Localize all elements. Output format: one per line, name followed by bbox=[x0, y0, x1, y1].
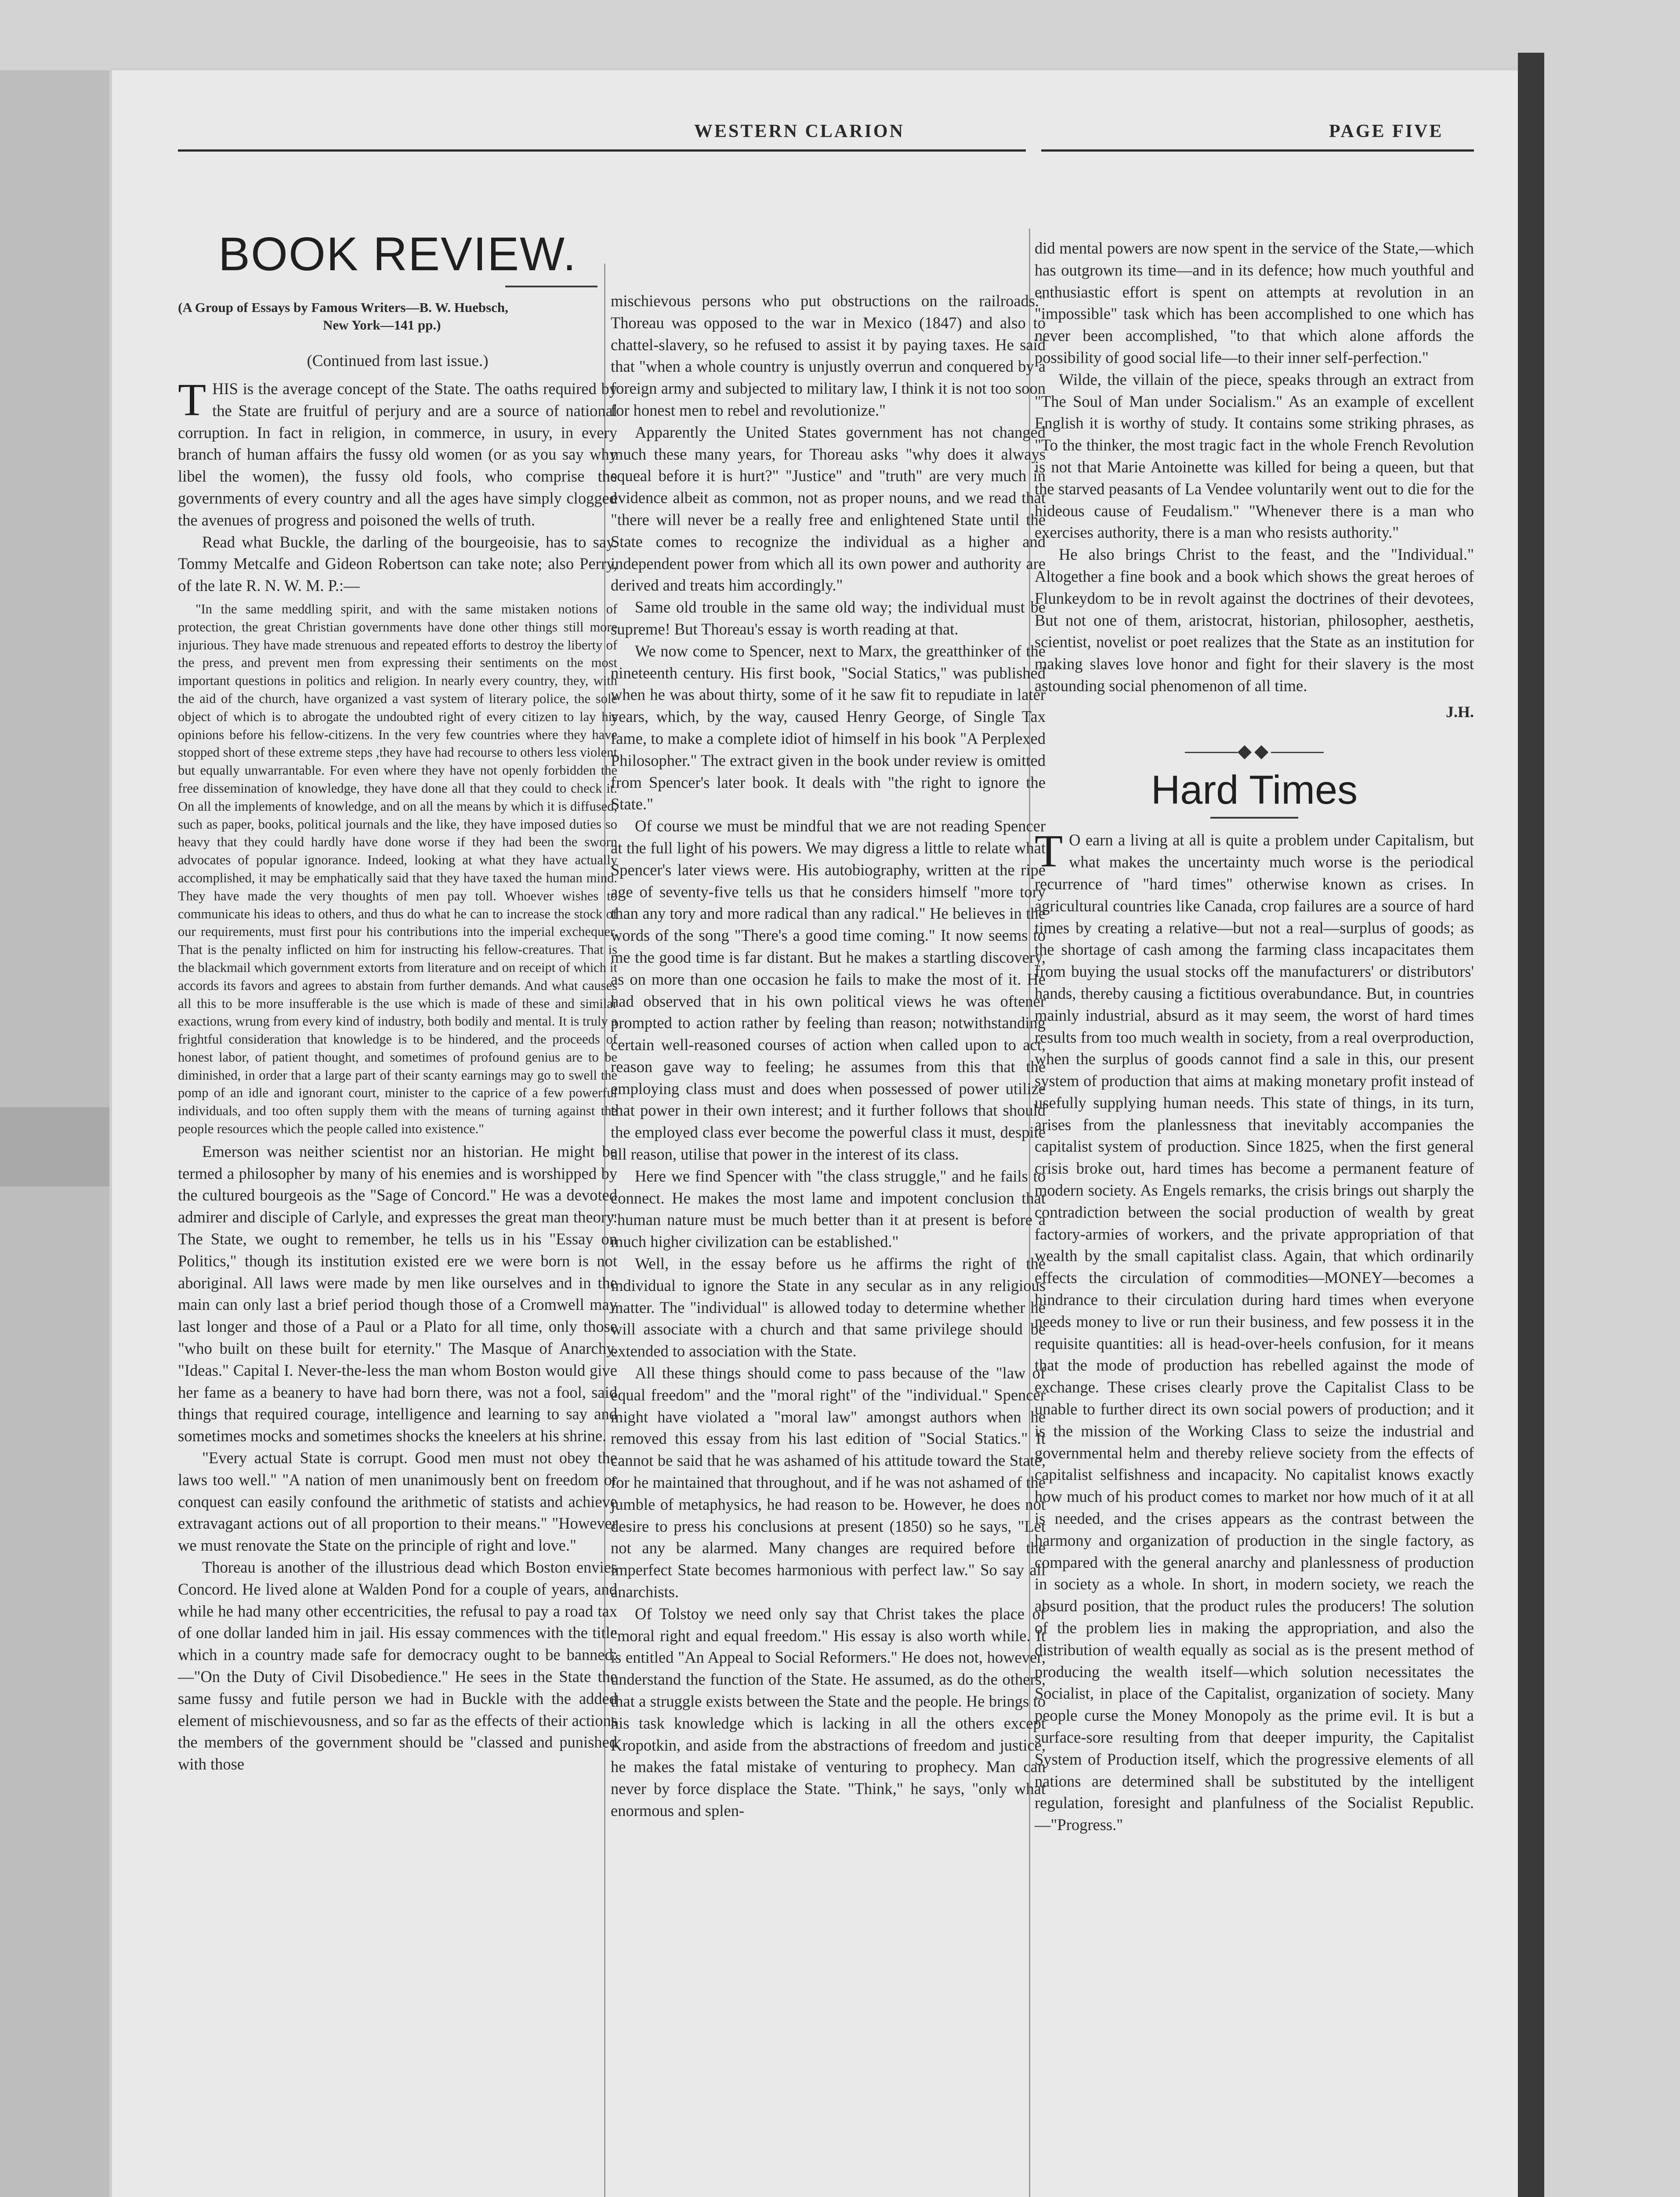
header-rule-left bbox=[178, 149, 1026, 152]
review-paragraph: THIS is the average concept of the State. The oaths required by the State are fruitful of perjury and are a source of national corruption. In fact in religion, in commerce, in usury, in every branch of human affairs the fussy old women (or as you say why libel the women), the fussy old fools, who comprise the governments of every country and all the ages have simply clogged the avenues of progress and poisoned the wells of truth. bbox=[178, 374, 617, 529]
review-paragraph: We now come to Spencer, next to Marx, the greatthinker of the nineteenth century. His first book, "Social Statics," was published when he was about thirty, some of it he saw fit to repudiate in later years, which, by the way, caused Henry George, of Single Tax fame, to make a complete idiot of himself in his book "A Perplexed Philosopher." The extract given in the book under review is omitted from Spencer's later book. It deals with "the right to ignore the State." bbox=[611, 642, 1046, 813]
section-divider-ornament: ◆◆ bbox=[1035, 741, 1474, 763]
review-paragraph: Of Tolstoy we need only say that Christ takes the place of "moral right and equal freedom." His essay is also worth while. It is entitled "An Appeal to Social Reformers." He does not, however, understand the function of the State. He assumed, as do the others, that a struggle exists between the State and the people. He brings to his task knowledge which is lacking in all the others except Kropotkin, and aside from the abstractions of freedom and justice, he makes the fatal mistake of venturing to prophecy. Man can never by force displace the State. "Think," he says, "only what enormous and splen- bbox=[611, 1604, 1046, 1820]
hard-times-paragraph: T O earn a living at all is quite a problem under Capitalism, but what makes the uncertainty much worse is the periodical recurrence of "hard times" otherwise known as crises. In agricultural countries like Canada, crop failures are a source of hard times by creating a relative—but not a real—surplus of goods; as the shortage of cash among the farming class incapacitates them from buying the usual stocks off the manufacturers' or distributors' hands, thereby causing a fictitious overabundance. But, in countries mainly industrial, absurd as it may seem, the worst of hard times results from too much wealth in society, from a real overproduction, when the surplus of goods cannot find a sale in this, our present system of production that aims at making monetary profit instead of usefully supplying human needs. This state of things, in its turn, arises from the planlessness that inevitably accompanies the capitalist system of production. Since 1825, when the first general crisis broke out, hard times has become a permanent feature of modern society. As Engels remarks, the crisis brings out sharply the contradiction between the social production of wealth by great factory-armies of workers, and the private appropriation of that wealth by the small capitalist class. Again, that which ordinarily effects the circulation of commodities—MONEY—becomes a hindrance to their circulation during hard times when everyone needs money to live or run their business, and few possess it in the requisite quantities: all is head-over-heels confusion, for it means that the mode of production has rebelled against the mode of exchange. These crises clearly prove the Capitalist Class to be unable to further direct its own social powers of production; and it is the mission of the Working Class to seize the industrial and governmental helm and thereby relieve society from the effects of capitalist selfishness and incapacity. No capitalist knows exactly how much of his product comes to market nor how much of it at all is needed, and the crises appears as the contrast between the harmony and organization of production in the single factory, as compared with the general anarchy and planlessness of production in society as a whole. In short, in modern society, we reach the absurd position, that the product rules the producers! The solution of the problem lies in making the appropriation, and also the distribution of wealth equally as social as is the present method of producing the wealth itself—which solution necessitates the Socialist, in place of the Capitalist, organization of society. Many people curse the Money Monopoly as the prime evil. It is but a surface-sore resulting from that deeper impurity, the Capitalist System of Production itself, which the progressive elements of all nations are determined shall be substituted by the intelligent regulation, foresight and planfulness of the Socialist Republic.—"Progress." bbox=[1035, 825, 1474, 1834]
review-paragraph: Emerson was neither scientist nor an historian. He might be termed a philosopher by many of his enemies and is worshipped by the cultured bourgeois as the "Sage of Concord." He was a devoted admirer and disciple of Carlyle, and expresses the great man theory. The State, we ought to remember, he tells us in his "Essay on Politics," though its institution existed ere we were born is not aboriginal. All laws were made by men like ourselves and in the main can only last a brief period though those of a Cromwell may last longer and those of a Paul or a Plato for all time, only those "who built on these built for eternity." The Masque of Anarchy. "Ideas." Capital I. Never-the-less the man whom Boston would give her fame as a beanery to have had born there, was not a fool, said things that required courage, intelligence and learning to say and sometimes mocks and sometimes shocks the kneelers at his shrine. bbox=[178, 1142, 617, 1445]
review-paragraph: Here we find Spencer with "the class struggle," and he fails to connect. He makes the most lame and impotent conclusion that "human nature must be much better than it at present is before a much higher civilization can be established." bbox=[611, 1167, 1046, 1251]
review-paragraph: "Every actual State is corrupt. Good men must not obey the laws too well." "A nation of men unanimously bent on freedom or conquest can easily confound the arithmetic of statists and achieve extravagant actions out of all proportion to their means." "However we must renovate the State on the principle of right and love." bbox=[178, 1449, 617, 1555]
column-2 bbox=[611, 290, 1046, 1822]
buckle-quote: "In the same meddling spirit, and with the same mistaken notions of protection, the great Christian governments have done other things still more injurious. They have made strenuous and repeated efforts to destroy the liberty of the press, and prevent men from expressing their sentiments on the most important questions in politics and religion. In nearly every country, they, with the aid of the church, have organized a vast system of literary police, the sole object of which is to abrogate the undoubted right of every citizen to lay his opinions before his fellow-citizens. In the very few countries where they have stopped short of these extreme steps ,they have had recourse to others less violent but equally unwarrantable. For even where they have not openly forbidden the free dissemination of knowledge, they have done all that they could to check it. On all the implements of knowledge, and on all the means by which it is diffused, such as paper, books, political journals and the like, they have imposed duties so heavy that they could hardly have done worse if they had been the sworn advocates of popular ignorance. Indeed, looking at what they have actually accomplished, it may be emphatically said that they have taxed the human mind. They have made the very thoughts of men pay toll. Whoever wishes to communicate his ideas to others, and thus do what he can to increase the stock of our requirements, must first pour his contributions into the imperial exchequer. That is the penalty inflicted on him for instructing his fellow-creatures. That is the blackmail which government extorts from literature and on receipt of which it accords its favors and agrees to abstain from further demands. And what causes all this to be more insufferable is the use which is made of these and similar exactions, wrung from every kind of industry, both bodily and mental. It is truly a frightful consideration that knowledge is to be hindered, and the proceeds of honest labor, of patient thought, and sometimes of profound genius are to be diminished, in order that a large part of their scanty earnings may go to swell the pomp of an idle and ignorant court, minister to the caprice of a few powerful individuals, and too often supply them with the means of turning against the people resources which the people called into existence." bbox=[178, 601, 617, 1137]
drop-cap: T bbox=[178, 374, 206, 425]
review-byline bbox=[178, 299, 617, 334]
byline-line-1: (A Group of Essays by Famous Writers—B. W. Huebsch, bbox=[178, 300, 508, 315]
review-paragraph: Wilde, the villain of the piece, speaks through an extract from "The Soul of Man under Socialism." As an example of excellent English it is worthy of study. It contains some striking phrases, as "To the thinker, the most tragic fact in the whole French Revolution is not that Marie Antoinette was killed for being a queen, but that the starved peasants of La Vendee voluntarily went out to die for the hideous cause of Feudalism." "Whenever there is a man who exercises authority, there is a man who resists authority." bbox=[1035, 370, 1474, 542]
page-number: PAGE FIVE bbox=[1329, 121, 1444, 141]
publication-name: WESTERN CLARION bbox=[694, 121, 905, 141]
book-review-title: BOOK REVIEW. bbox=[218, 227, 577, 280]
review-signature: J.H. bbox=[1445, 703, 1474, 721]
continued-note: (Continued from last issue.) bbox=[307, 352, 489, 370]
scan-right-edge bbox=[1518, 53, 1544, 2197]
column-3 bbox=[1035, 237, 1474, 1836]
header-rule-right bbox=[1041, 149, 1474, 152]
review-paragraph: He also brings Christ to the feast, and the "Individual." Altogether a fine book and a book which shows the great heroes of Flunkeydom to be in revolt against the doctrines of their devotees, But not one of them, aristocrat, historian, philosopher, aesthetis, scientist, novelist or poet realizes that the State as an institution for making slaves love honor and fight for their slavery is the most astounding social phenomenon of all time. bbox=[1035, 545, 1474, 695]
hard-times-title: Hard Times bbox=[1151, 768, 1358, 813]
review-paragraph: Apparently the United States government has not changed much these many years, for Thoreau asks "why does it always squeal before it is hurt?" "Justice" and "truth" are very much in evidence albeit as common, not as proper nouns, and we read that "there will never be a really free and enlightened State until the State comes to recognize the individual as a higher and independent power from which all its own power and authority are derived and treats him accordingly." bbox=[611, 423, 1046, 595]
review-paragraph: Read what Buckle, the darling of the bourgeoisie, has to say. Tommy Metcalfe and Gideon Robertson can take note; also Perry, of the late R. N. W. M. P.:— bbox=[178, 533, 617, 595]
review-paragraph: did mental powers are now spent in the service of the State,—which has outgrown its time—and in its defence; how much youthful and enthusiastic effort is spent on attempts at revolution in an "impossible" task which has been accomplished to one which has never been accomplished, "to that which alone affords the possibility of good social life—to their inner self-perfection." bbox=[1035, 239, 1474, 366]
review-paragraph: mischievous persons who put obstructions on the railroads." Thoreau was opposed to the war in Mexico (1847) and also to chattel-slavery, so he refused to assist it by paying taxes. He said that "when a whole country is unjustly overrun and conquered by a foreign army and subjected to military law, I think it is not too soon for honest men to rebel and revolutionize." bbox=[611, 292, 1046, 419]
review-paragraph: Thoreau is another of the illustrious dead which Boston envies Concord. He lived alone at Walden Pond for a couple of years, and while he had many other eccentricities, the refusal to pay a road tax of one dollar landed him in jail. His essay commences with the title which in a country made safe for democracy ought to be banned:—"On the Duty of Civil Disobedience." He sees in the State the same fussy and futile person we had in Buckle with the added element of mischievousness, and so far as the effects of their actions the members of the government should be "classed and punished with those bbox=[178, 1558, 617, 1773]
hard-times-underline bbox=[1210, 817, 1298, 819]
drop-cap: T bbox=[1035, 825, 1063, 877]
review-paragraph: All these things should come to pass because of the "law of equal freedom" and the "moral right" of the "individual." Spencer might have violated a "moral law" amongst authors when he removed this essay from his last edition of "Social Statics." It cannot be said that he was ashamed of his attitude toward the State, for he maintained that throughout, and if he was not ashamed of the jumble of metaphysics, he had reason to be. However, he does not desire to press his conclusions at present (1850) so he says, "Let not any be alarmed. Many changes are required before the imperfect State becomes harmonious with perfect law." So say all anarchists. bbox=[611, 1364, 1046, 1601]
review-paragraph: Same old trouble in the same old way; the individual must be supreme! But Thoreau's essay is worth reading at that. bbox=[611, 598, 1046, 638]
byline-line-2: New York—141 pp.) bbox=[323, 317, 441, 333]
review-paragraph: Well, in the essay before us he affirms the right of the individual to ignore the State in any secular as in any religious matter. The "individual" is allowed today to determine whether he will associate with a church and that same privilege should be extended to association with the State. bbox=[611, 1254, 1046, 1360]
column-1 bbox=[178, 374, 617, 1775]
review-paragraph: Of course we must be mindful that we are not reading Spencer at the full light of his powers. We may digress a little to relate what Spencer's later views were. His autobiography, written at the ripe age of seventy-five tells us that he considers himself "more tory than any tory and more radical than any radical." He believes in the words of the song "There's a good time coming." It now seems to me the good time is far distant. But he makes a startling discovery, as on more than one occasion he fails to make the most of it. He had observed that in his own political views he was oftener prompted to action rather by feeling than reason; notwithstanding certain well-reasoned courses of action when called upon to act, reason gave way to feeling; he assumes from this that the employing class must and does when possessed of power utilize that power in their own interest; and it further follows that should the employed class ever become the powerful class it must, despite all reason, utilise that power in the interest of its class. bbox=[611, 817, 1046, 1164]
title-underline bbox=[505, 286, 597, 287]
